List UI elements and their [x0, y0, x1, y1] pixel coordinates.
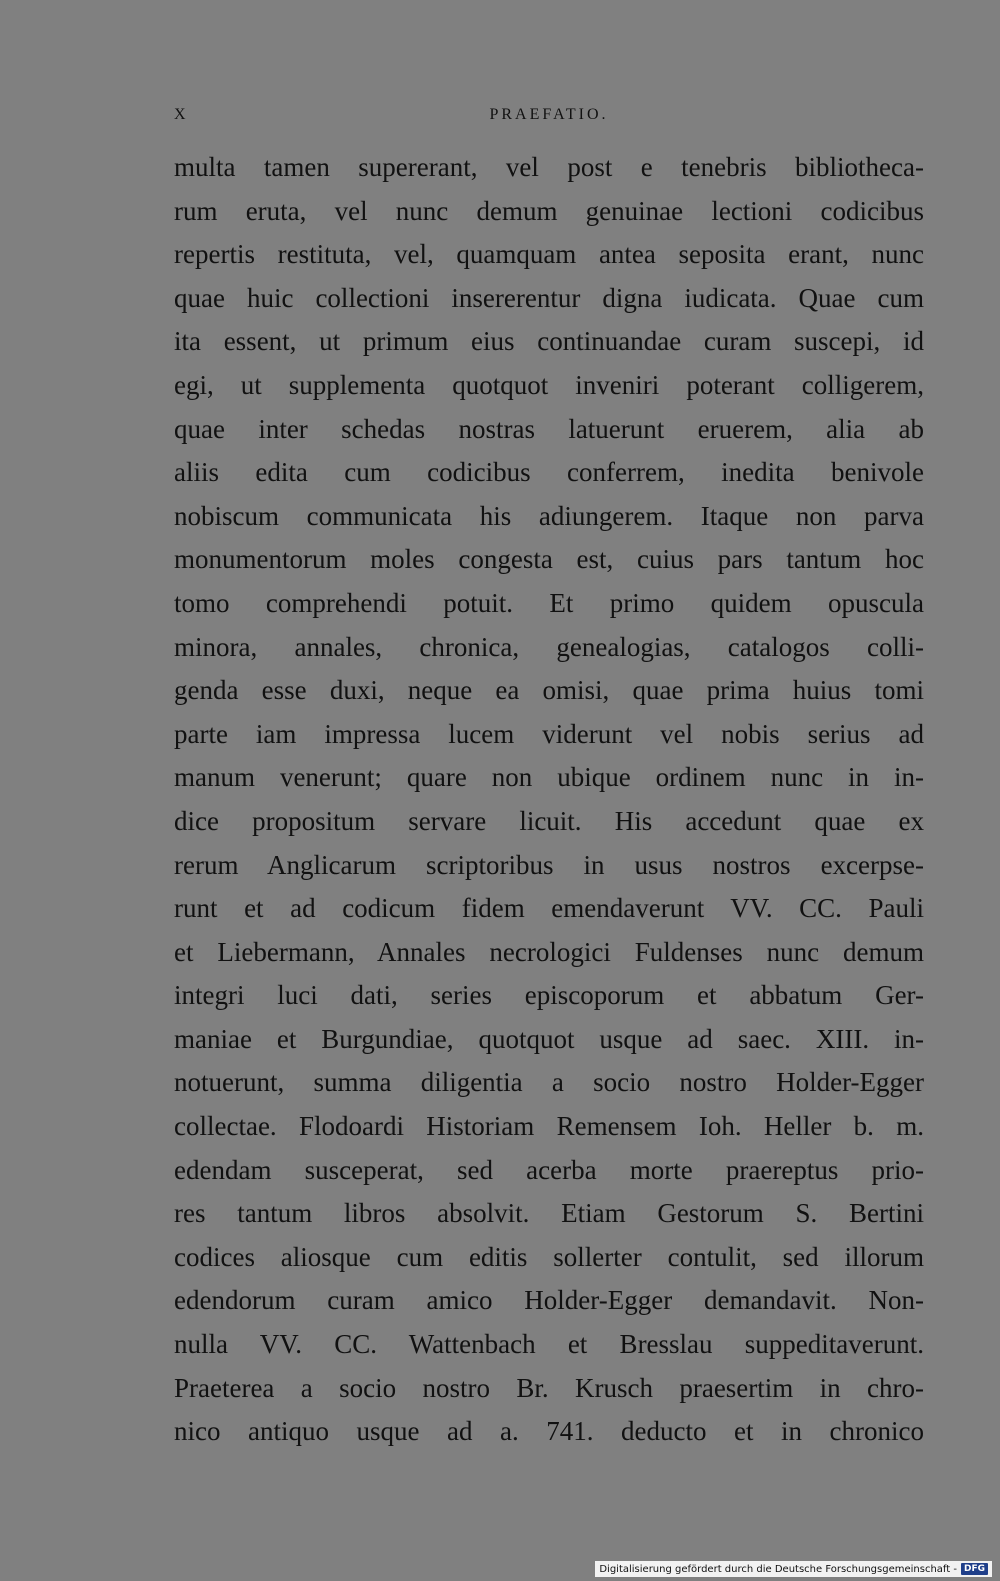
text-line: quae huic collectioni insererentur digna iudicata. Quae cum: [174, 282, 924, 313]
running-title: PRAEFATIO.: [489, 106, 609, 123]
text-line: collectae. Flodoardi Historiam Remensem Ioh. Heller b. m.: [174, 1111, 924, 1142]
funding-note: Digitalisierung gefördert durch die Deutsche Forschungsgemeinschaft -: [599, 1563, 957, 1575]
text-line: quae inter schedas nostras latuerunt eruerem, alia ab: [174, 413, 924, 444]
text-line: nulla VV. CC. Wattenbach et Bresslau suppeditaverunt.: [174, 1329, 924, 1360]
text-line: tomo comprehendi potuit. Et primo quidem opuscula: [174, 587, 924, 618]
text-line: integri luci dati, series episcoporum et abbatum Ger-: [174, 980, 924, 1011]
running-head: [174, 106, 924, 132]
funding-footer: [595, 1561, 992, 1577]
text-line: Praeterea a socio nostro Br. Krusch praesertim in chro-: [174, 1372, 924, 1403]
text-line: rerum Anglicarum scriptoribus in usus nostros excerpse-: [174, 849, 924, 880]
text-line: monumentorum moles congesta est, cuius pars tantum hoc: [174, 544, 924, 575]
page-number: X: [174, 106, 189, 123]
dfg-logo: DFG: [961, 1563, 988, 1575]
text-line: manum venerunt; quare non ubique ordinem nunc in in-: [174, 762, 924, 793]
text-line: runt et ad codicum fidem emendaverunt VV. CC. Pauli: [174, 893, 924, 924]
text-line: parte iam impressa lucem viderunt vel nobis serius ad: [174, 718, 924, 749]
text-line: rum eruta, vel nunc demum genuinae lectioni codicibus: [174, 195, 924, 226]
text-line: nico antiquo usque ad a. 741. deducto et in chronico: [174, 1416, 924, 1447]
text-line: codices aliosque cum editis sollerter contulit, sed illorum: [174, 1241, 924, 1272]
text-line: aliis edita cum codicibus conferrem, inedita benivole: [174, 457, 924, 488]
text-line: ita essent, ut primum eius continuandae curam suscepi, id: [174, 326, 924, 357]
text-line: res tantum libros absolvit. Etiam Gestorum S. Bertini: [174, 1198, 924, 1229]
text-line: edendorum curam amico Holder-Egger demandavit. Non-: [174, 1285, 924, 1316]
text-line: edendam susceperat, sed acerba morte praereptus prio-: [174, 1154, 924, 1185]
text-line: dice propositum servare licuit. His accedunt quae ex: [174, 805, 924, 836]
text-line: nobiscum communicata his adiungerem. Itaque non parva: [174, 500, 924, 531]
text-line: egi, ut supplementa quotquot inveniri poterant colligerem,: [174, 369, 924, 400]
text-line: et Liebermann, Annales necrologici Fuldenses nunc demum: [174, 936, 924, 967]
text-line: genda esse duxi, neque ea omisi, quae prima huius tomi: [174, 675, 924, 706]
text-line: multa tamen supererant, vel post e tenebris bibliotheca-: [174, 152, 924, 182]
text-line: notuerunt, summa diligentia a socio nostro Holder-Egger: [174, 1067, 924, 1098]
text-line: minora, annales, chronica, genealogias, catalogos colli-: [174, 631, 924, 662]
body-text: [174, 146, 924, 1454]
text-line: repertis restituta, vel, quamquam antea seposita erant, nunc: [174, 239, 924, 270]
text-line: maniae et Burgundiae, quotquot usque ad saec. XIII. in-: [174, 1023, 924, 1054]
